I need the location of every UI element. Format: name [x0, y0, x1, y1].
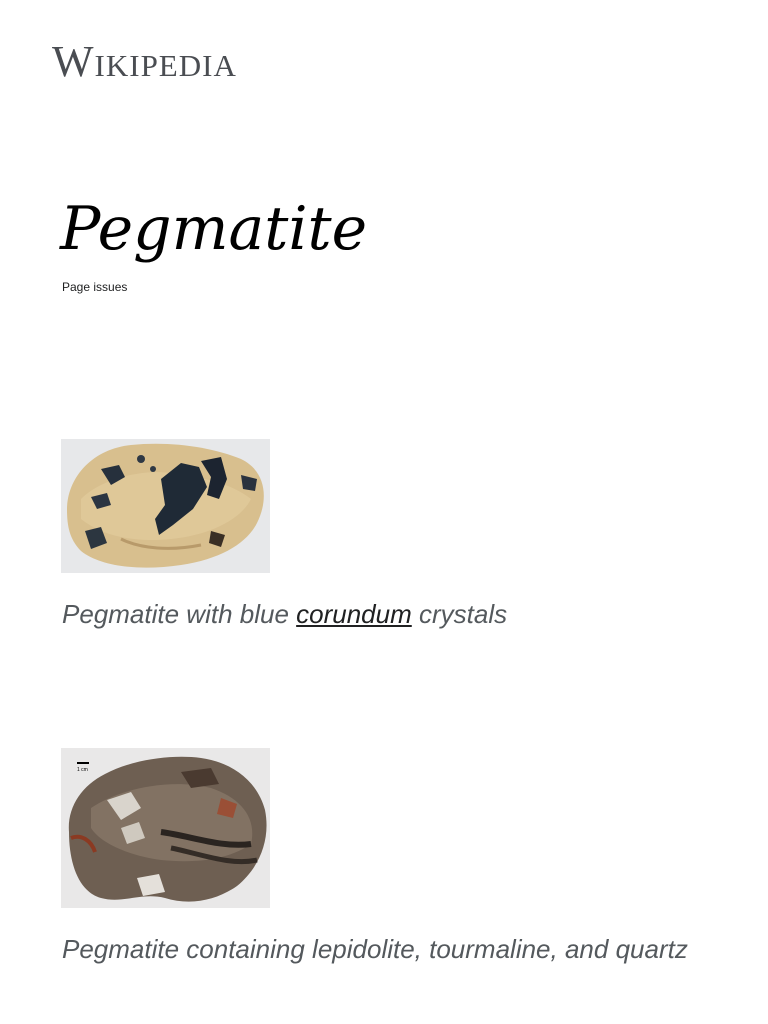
- scale-label: 1 cm: [77, 767, 88, 773]
- caption-text: Pegmatite with blue: [62, 599, 297, 629]
- pegmatite-corundum-image[interactable]: [61, 439, 270, 573]
- caption-text: crystals: [411, 599, 508, 629]
- figure-lepidolite: [61, 748, 688, 964]
- figure-caption: Pegmatite containing lepidolite, tourmaline, and quartz: [62, 934, 688, 964]
- page-title: Pegmatite: [60, 194, 368, 264]
- page-issues-link[interactable]: Page issues: [62, 280, 128, 294]
- figure-corundum: [61, 439, 508, 629]
- corundum-link[interactable]: corundum: [296, 599, 412, 629]
- rock-photo-icon: [61, 748, 270, 908]
- wikipedia-wordmark[interactable]: Wikipedia: [52, 37, 237, 86]
- figure-caption: [62, 599, 507, 630]
- rock-photo-icon: [61, 439, 270, 573]
- pegmatite-lepidolite-image[interactable]: [61, 748, 270, 908]
